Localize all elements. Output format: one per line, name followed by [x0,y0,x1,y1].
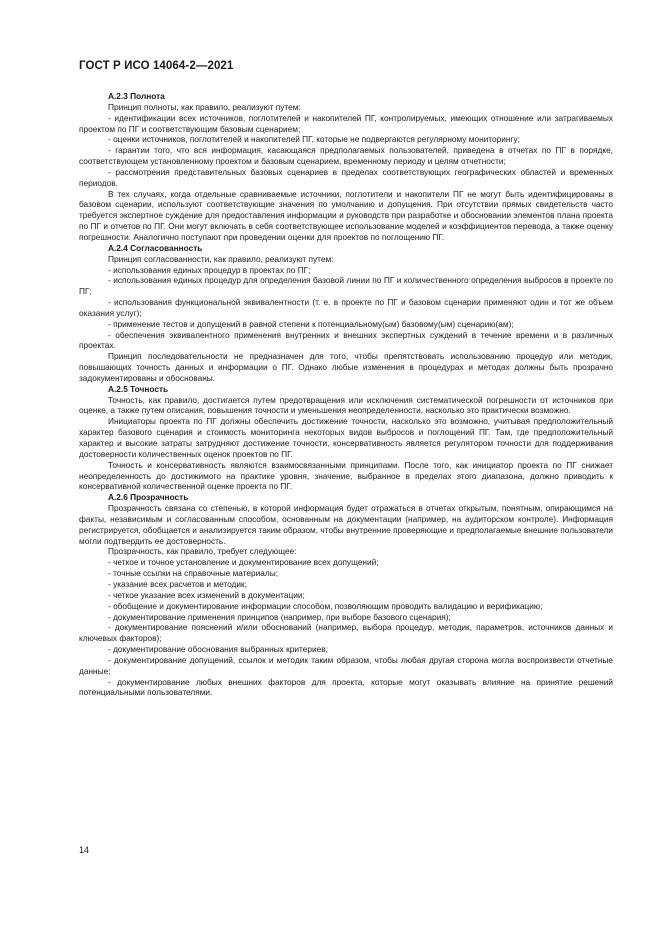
paragraph: Принцип согласованности, как правило, реализуют путем: [108,253,334,264]
list-item: - использования единых процедур для определения базовой линии по ПГ и количественного определения выбросов в проекте по ПГ; [79,275,613,297]
section-heading: A.2.3 Полнота [108,91,165,101]
list-item: - указание всех расчетов и методик; [108,578,247,589]
list-item: - идентификации всех источников, поглотителей и накопителей ПГ, контролируемых, имеющих отношение или затрагиваемых проектом по ПГ и соответствующим базовым сценарием; [79,112,613,134]
list-item: - четкое и точное установление и документирование всех допущений; [108,557,379,568]
section-heading: A.2.5 Точность [108,383,169,394]
page-number: 14 [79,845,90,855]
paragraph: Принцип последовательности не предназначен для того, чтобы препятствовать использованию процедур или методик, повышающих точность данных и информации о ПГ. Однако любые изменения в процедурах и методах должны быть прозрачно задокументированы и обоснованы. [79,351,613,383]
list-item: - использования функциональной эквивалентности (т. е. в проекте по ПГ и базовом сценарии применяют один и тот же объем оказания услуг); [79,297,613,318]
paragraph: Инициаторы проекта по ПГ должны обеспечить достижение точности, насколько это возможно, учитывая предположительный характер базового сценария и стоимость мониторинга некоторых видов выбросов и поглощений ПГ. Там, где предположительный характер и высокие затраты затрудняют достижение точности, консервативность является регулятором точности для поддерживания достоверности количественных оценок проектов по ПГ. [79,416,613,459]
list-item: - четкое указание всех изменений в документации; [108,589,305,600]
paragraph: В тех случаях, когда отдельные сравниваемые источники, поглотители и накопители ПГ не могут быть идентифицированы в базовом сценарии, используют соответствующие значения по умолчанию и допущения. При отсутствии прямых свидетельств часто требуется экспертное суждение для предоставления информации и руководств при разработке и обосновании элементов плана проекта по ПГ и отчетов по ПГ. Они могут включать в себя соответствующее использование моделей и коэффициентов перевода, а также оценку погрешности. Аналогично поступают при проведении оценки для проектов по поглощению ПГ. [79,188,613,242]
paragraph: Прозрачность, как правило, требует следующее: [108,546,297,557]
list-item: - обобщение и документирование информации способом, позволяющим проводить валидацию и верификацию; [108,600,543,611]
paragraph: Точность, как правило, достигается путем предотвращения или исключения систематической погрешности от источников при оценке, а также путем описания, повышения точности и уменьшения неопределенности, насколько это практически возможно. [79,394,613,416]
list-item: - точные ссылки на справочные материалы; [108,568,279,579]
list-item: - документирование допущений, ссылок и методик таким образом, чтобы любая другая сторона могла воспроизвести отчетные данные; [79,654,613,676]
list-item: - использования единых процедур в проектах по ПГ; [108,264,311,275]
paragraph: Принцип полноты, как правило, реализуют путем: [108,101,301,112]
list-item: - документирование любых внешних факторов для проекта, которые могут оказывать влияние на принятие решений потенциальными пользователями. [79,676,613,698]
document-header: ГОСТ Р ИСО 14064-2—2021 [79,60,234,72]
list-item: - документирование обоснования выбранных критериев; [108,644,328,655]
list-item: - применение тестов и допущений в равной степени к потенциальному(ым) базовому(ым) сценарию(ам); [108,318,514,329]
list-item: - гарантии того, что вся информация, касающаяся предполагаемых пользователей, приведена в отчетах по ПГ в порядке, соответствующем установленному проектом и базовым сценарием, временному периоду и целям отчетности; [79,145,613,167]
section-heading: A.2.4 Согласованность [108,242,203,253]
paragraph: Точность и консервативность являются взаимосвязанными принципами. После того, как инициатор проекта по ПГ снижает неопределенность до достижимого на практике уровня, значение, выбранное в пределах этого диапазона, должно приводить к консервативной количественной оценке проекта по ПГ. [79,459,613,492]
list-item: - документирование пояснений и/или обоснований (например, выбора процедур, методик, параметров, источников данных и ключевых факторов); [79,622,613,644]
section-heading: A.2.6 Прозрачность [108,492,189,503]
document-body [79,91,613,698]
list-item: - оценки источников, поглотителей и накопителей ПГ, которые не подвергаются регулярному мониторингу; [108,134,520,145]
list-item: - документирование применения принципов (например, при выборе базового сценария); [108,611,451,622]
paragraph: Прозрачность связана со степенью, в которой информация будет отражаться в отчетах открытым, понятным, опирающимся на факты, независимым и согласованным способом, основанным на документации (например, на аудиторском контроле). Информация регистрируется, обобщается и анализируется таким образом, чтобы внутренние проверяющие и предполагаемые внешние пользователи могли подтвердить ее достоверность. [79,503,613,546]
list-item: - рассмотрения представительных базовых сценариев в пределах соответствующих географических областей и временных периодов. [79,166,613,188]
list-item: - обеспечения эквивалентного применения внутренних и внешних экспертных суждений в течение времени и в различных проектах. [79,329,613,351]
